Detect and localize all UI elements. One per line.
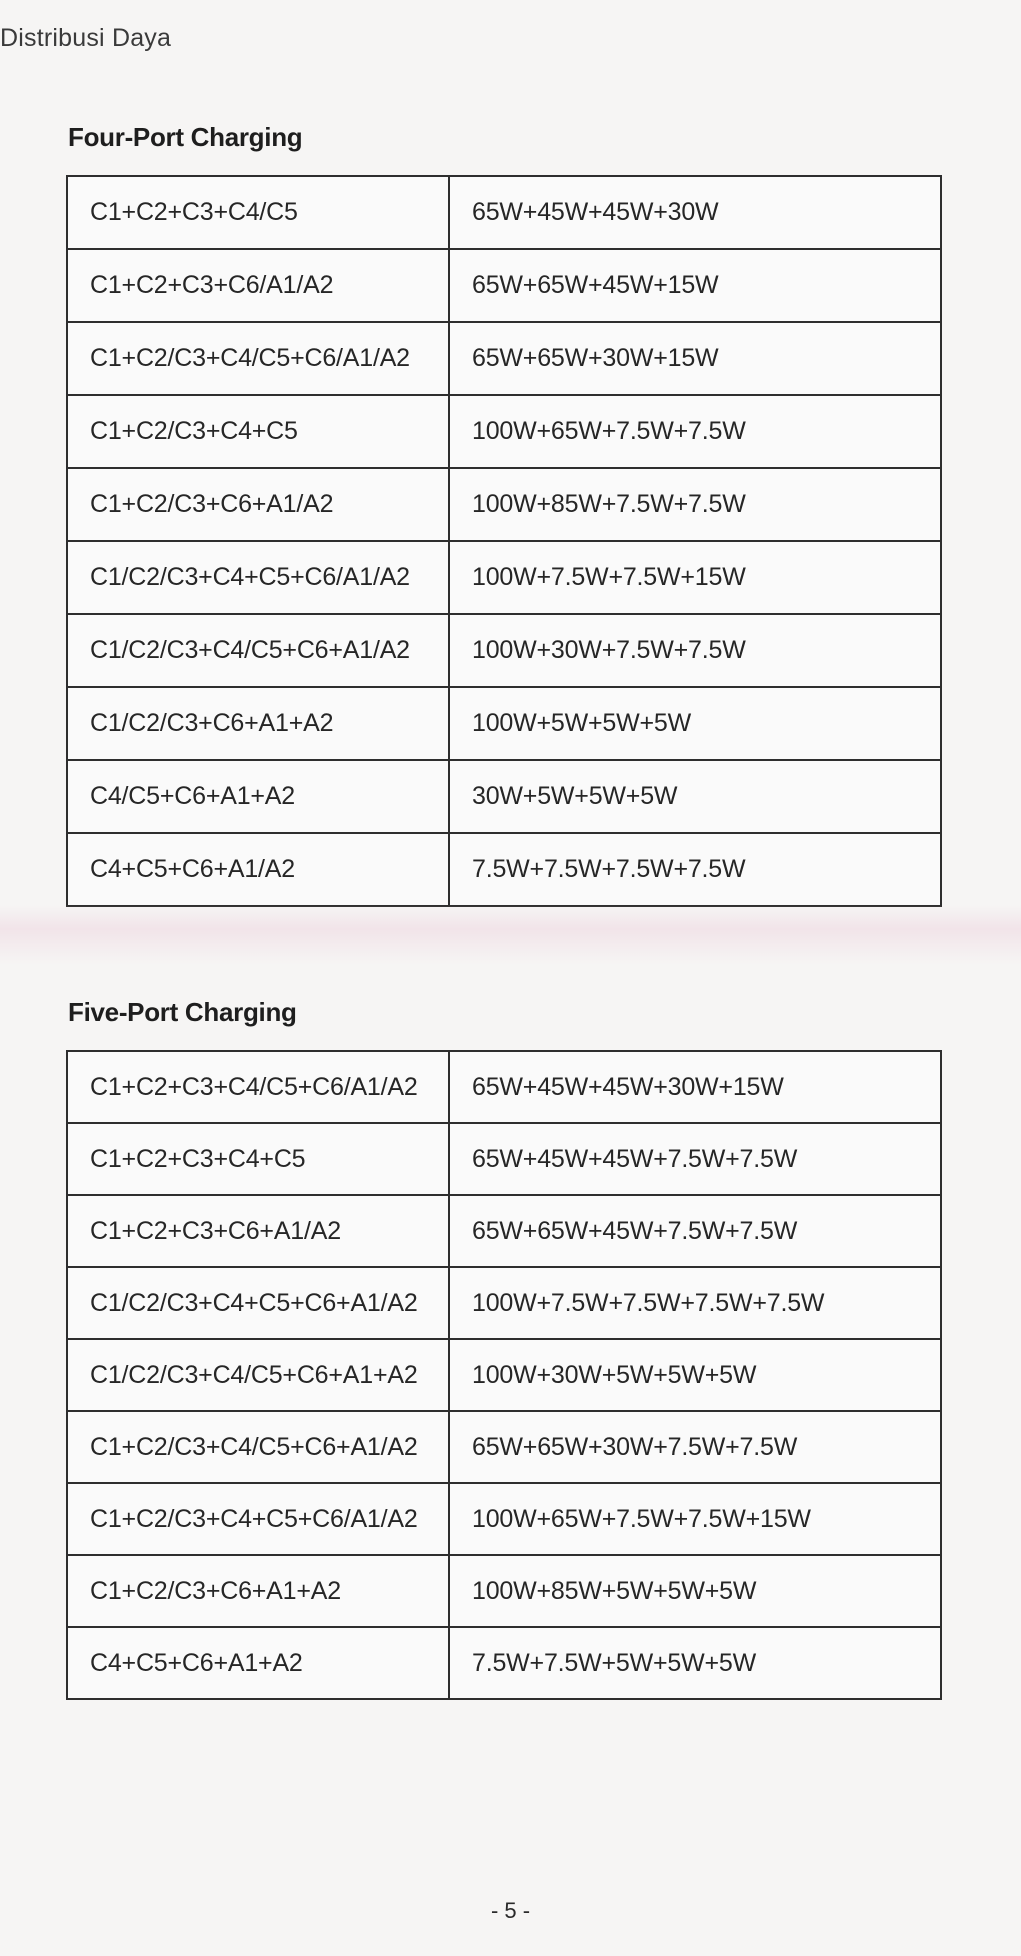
power-distribution: 100W+65W+7.5W+7.5W [449,395,941,468]
power-distribution: 100W+85W+7.5W+7.5W [449,468,941,541]
port-combination: C1/C2/C3+C4/C5+C6+A1+A2 [67,1339,449,1411]
table-row [67,541,941,614]
table-row [67,760,941,833]
port-combination: C1+C2/C3+C4+C5 [67,395,449,468]
port-combination: C1+C2+C3+C4+C5 [67,1123,449,1195]
power-distribution: 65W+45W+45W+30W+15W [449,1051,941,1123]
port-combination: C1/C2/C3+C4+C5+C6/A1/A2 [67,541,449,614]
port-combination: C1/C2/C3+C4/C5+C6+A1/A2 [67,614,449,687]
port-combination: C1+C2+C3+C4/C5+C6/A1/A2 [67,1051,449,1123]
port-combination: C1+C2+C3+C6/A1/A2 [67,249,449,322]
port-combination: C4/C5+C6+A1+A2 [67,760,449,833]
port-combination: C1+C2/C3+C6+A1+A2 [67,1555,449,1627]
port-combination: C1+C2/C3+C4+C5+C6/A1/A2 [67,1483,449,1555]
table-row [67,1123,941,1195]
table-row [67,176,941,249]
power-distribution: 65W+65W+45W+15W [449,249,941,322]
port-combination: C1+C2/C3+C4/C5+C6+A1/A2 [67,1411,449,1483]
table-row [67,1411,941,1483]
four-port-title: Four-Port Charging [68,122,303,152]
power-distribution: 65W+45W+45W+30W [449,176,941,249]
table-row [67,1267,941,1339]
power-distribution: 100W+65W+7.5W+7.5W+15W [449,1483,941,1555]
table-row [67,249,941,322]
power-distribution: 100W+30W+7.5W+7.5W [449,614,941,687]
power-distribution: 100W+85W+5W+5W+5W [449,1555,941,1627]
four-port-table [66,175,942,907]
table-row [67,1627,941,1699]
port-combination: C1/C2/C3+C6+A1+A2 [67,687,449,760]
port-combination: C4+C5+C6+A1+A2 [67,1627,449,1699]
table-row [67,1051,941,1123]
table-row [67,1555,941,1627]
power-distribution: 30W+5W+5W+5W [449,760,941,833]
power-distribution: 65W+65W+45W+7.5W+7.5W [449,1195,941,1267]
power-distribution: 7.5W+7.5W+7.5W+7.5W [449,833,941,906]
page-number: - 5 - [490,1898,531,1923]
port-combination: C1+C2/C3+C4/C5+C6/A1/A2 [67,322,449,395]
five-port-title: Five-Port Charging [68,997,297,1027]
table-row [67,322,941,395]
table-row [67,1195,941,1267]
table-row [67,687,941,760]
power-distribution: 65W+45W+45W+7.5W+7.5W [449,1123,941,1195]
page-header: Distribusi Daya [0,24,172,52]
table-row [67,833,941,906]
port-combination: C1+C2/C3+C6+A1/A2 [67,468,449,541]
power-distribution: 65W+65W+30W+15W [449,322,941,395]
power-distribution: 100W+5W+5W+5W [449,687,941,760]
table-row [67,1483,941,1555]
table-row [67,468,941,541]
table-row [67,614,941,687]
port-combination: C1+C2+C3+C6+A1/A2 [67,1195,449,1267]
port-combination: C4+C5+C6+A1/A2 [67,833,449,906]
power-distribution: 65W+65W+30W+7.5W+7.5W [449,1411,941,1483]
page-top-edge [0,0,1021,10]
five-port-table [66,1050,942,1700]
power-distribution: 100W+7.5W+7.5W+15W [449,541,941,614]
power-distribution: 100W+7.5W+7.5W+7.5W+7.5W [449,1267,941,1339]
port-combination: C1/C2/C3+C4+C5+C6+A1/A2 [67,1267,449,1339]
table-row [67,395,941,468]
power-distribution: 100W+30W+5W+5W+5W [449,1339,941,1411]
paper-stain [0,905,1021,965]
port-combination: C1+C2+C3+C4/C5 [67,176,449,249]
power-distribution: 7.5W+7.5W+5W+5W+5W [449,1627,941,1699]
table-row [67,1339,941,1411]
